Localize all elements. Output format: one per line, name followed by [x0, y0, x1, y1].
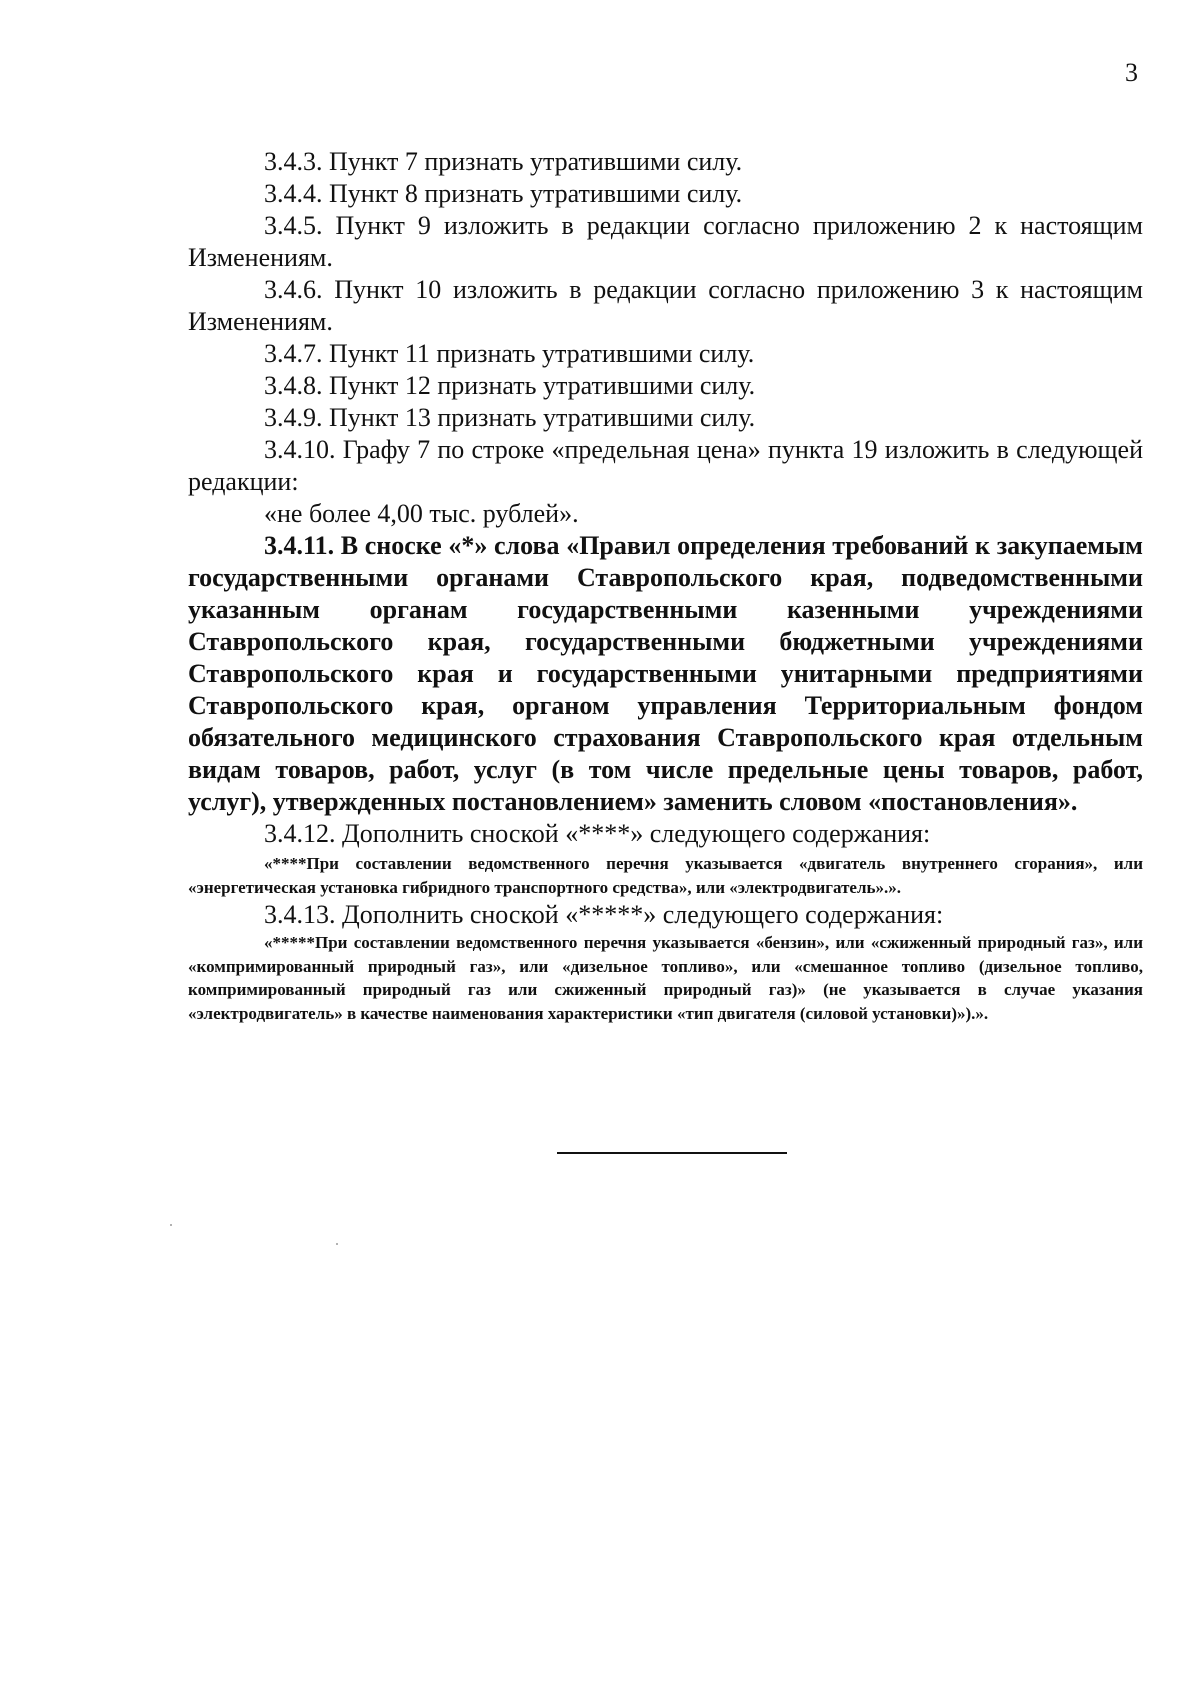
- scan-speck: [336, 1243, 338, 1245]
- document-body: [188, 146, 1143, 1027]
- footnote-four-stars: «****При составлении ведомственного перечня указывается «двигатель внутреннего сгорания», или «энергетическая установка гибридного транспортного средства», или «электродвигатель».».: [188, 854, 1143, 897]
- paragraph-3-4-4: 3.4.4. Пункт 8 признать утратившими силу.: [264, 179, 743, 208]
- paragraph-3-4-6: 3.4.6. Пункт 10 изложить в редакции согласно приложению 3 к настоящим Изменениям.: [188, 275, 1143, 336]
- paragraph-3-4-8: 3.4.8. Пункт 12 признать утратившими силу.: [264, 371, 756, 400]
- paragraph-3-4-11: 3.4.11. В сноске «*» слова «Правил определения требований к закупаемым государственными органами Ставропольского края, подведомственными указанным органам государственными казенными учреждениями Ставропольского края, государственными бюджетными учреждениями Ставропольского края и государственными унитарными предприятиями Ставропольского края, органом управления Территориальным фондом обязательного медицинского страхования Ставропольского края отдельным видам товаров, работ, услуг (в том числе предельные цены товаров, работ, услуг), утвержденных постановлением» заменить словом «постановления».: [188, 531, 1143, 816]
- paragraph-3-4-3: 3.4.3. Пункт 7 признать утратившими силу.: [264, 147, 743, 176]
- quoted-price-text: «не более 4,00 тыс. рублей».: [264, 499, 579, 528]
- paragraph-3-4-7: 3.4.7. Пункт 11 признать утратившими силу.: [264, 339, 755, 368]
- scan-speck: [170, 1224, 172, 1226]
- footnote-five-stars: «*****При составлении ведомственного перечня указывается «бензин», или «сжиженный природный газ», или «компримированный природный газ», или «дизельное топливо», или «смешанное топливо (дизельное топливо, компримированный природный газ или сжиженный природный газ)» (не указывается в случае указания «электродвигатель» в качестве наименования характеристики «тип двигателя (силовой установки)»).».: [188, 933, 1143, 1023]
- paragraph-3-4-5: 3.4.5. Пункт 9 изложить в редакции согласно приложению 2 к настоящим Изменениям.: [188, 211, 1143, 272]
- paragraph-3-4-10: 3.4.10. Графу 7 по строке «предельная цена» пункта 19 изложить в следующей редакции:: [188, 435, 1143, 496]
- end-separator-line: [557, 1152, 787, 1154]
- paragraph-3-4-12: 3.4.12. Дополнить сноской «****» следующего содержания:: [264, 819, 931, 848]
- paragraph-3-4-13: 3.4.13. Дополнить сноской «*****» следующего содержания:: [264, 900, 944, 929]
- paragraph-3-4-9: 3.4.9. Пункт 13 признать утратившими силу.: [264, 403, 756, 432]
- page-number: 3: [1125, 58, 1138, 87]
